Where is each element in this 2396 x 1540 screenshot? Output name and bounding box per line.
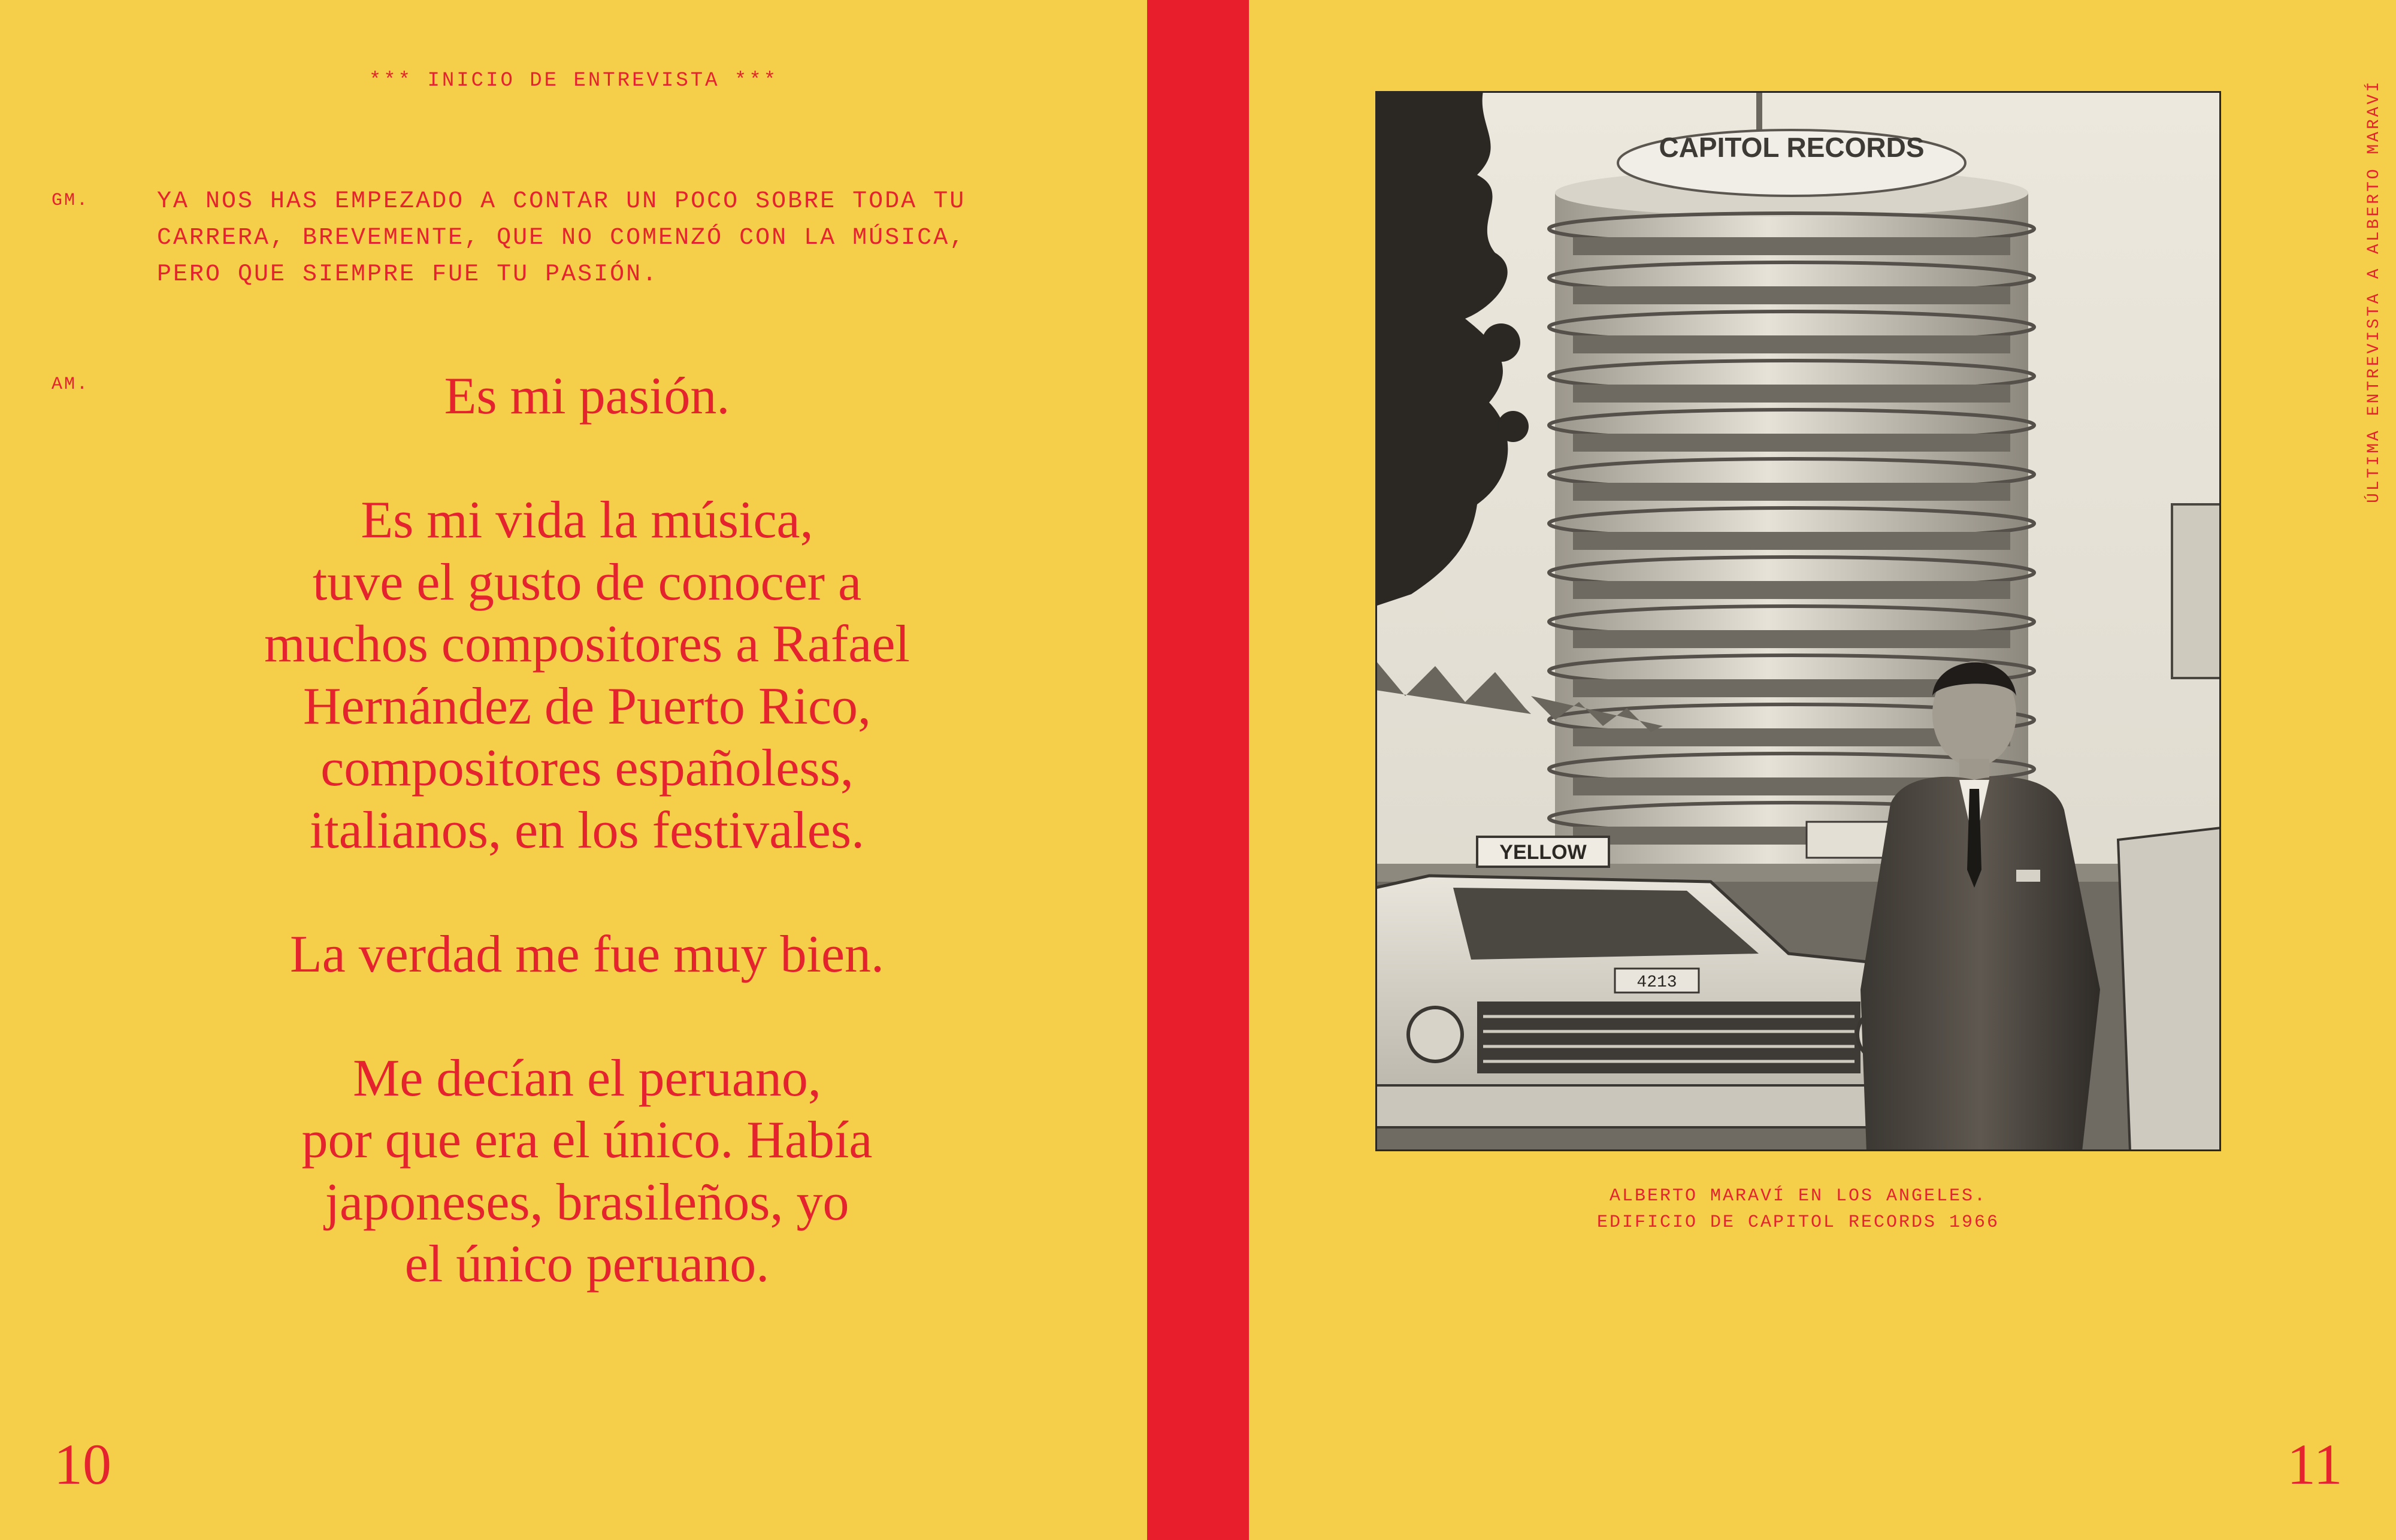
answer-line: japoneses, brasileños, yo (325, 1173, 849, 1232)
answer-line: compositores españoless, (320, 739, 854, 797)
archival-photo (1375, 91, 2221, 1151)
tower-window-row (1573, 532, 2010, 550)
answer-line: tuve el gusto de conocer a (312, 553, 862, 612)
caption-line: ALBERTO MARAVÍ EN LOS ANGELES. (1609, 1186, 1987, 1206)
caption-line: EDIFICIO DE CAPITOL RECORDS 1966 (1596, 1212, 2000, 1233)
question-line: PERO QUE SIEMPRE FUE TU PASIÓN. (157, 261, 659, 288)
question-line: YA NOS HAS EMPEZADO A CONTAR UN POCO SOBRE TODA TU (157, 188, 966, 215)
left-page (0, 0, 1147, 1540)
answer-paragraph (156, 1048, 1018, 1296)
tower-window-row (1573, 630, 2010, 648)
answer-line: muchos compositores a Rafael (264, 615, 910, 673)
photo-caption (1375, 1183, 2221, 1236)
tower-window-row (1573, 581, 2010, 599)
taxi-number: 4213 (1636, 973, 1677, 992)
interview-question (157, 183, 1008, 293)
answer-line: el único peruano. (404, 1235, 770, 1293)
speaker-label-am: AM. (52, 374, 90, 395)
answer-line: Es mi vida la música, (361, 491, 813, 549)
tower-window-row (1573, 483, 2010, 501)
tower-window-row (1573, 385, 2010, 403)
tower-window-row (1573, 434, 2010, 452)
answer-paragraph (156, 489, 1018, 861)
answer-line: Hernández de Puerto Rico, (302, 677, 872, 736)
tower-window-row (1573, 286, 2010, 304)
answer-line: por que era el único. Había (301, 1111, 873, 1169)
question-line: CARRERA, BREVEMENTE, QUE NO COMENZÓ CON LA MÚSICA, (157, 225, 966, 252)
interview-start-marker: *** INICIO DE ENTREVISTA *** (368, 69, 779, 92)
tower-window-row (1573, 237, 2010, 255)
running-head-vertical: ÚLTIMA ENTREVISTA A ALBERTO MARAVÍ (2365, 79, 2383, 503)
building-sign: CAPITOL RECORDS (1659, 132, 1925, 163)
answer-paragraph (156, 924, 1018, 986)
speaker-label-gm: GM. (52, 190, 90, 211)
answer-line: La verdad me fue muy bien. (289, 925, 885, 984)
answer-line: italianos, en los festivales. (309, 801, 865, 860)
tower-window-row (1573, 335, 2010, 353)
capitol-records-photo-illustration (1375, 91, 2221, 1151)
answer-line: Es mi pasión. (444, 367, 730, 425)
page-number-left: 10 (54, 1432, 111, 1496)
answer-line: Me decían el peruano, (353, 1049, 821, 1108)
taxi-roof-sign: YELLOW (1499, 841, 1587, 864)
answer-paragraph (156, 365, 1018, 428)
red-spine-band (1147, 0, 1249, 1540)
interview-answer (156, 365, 1018, 1296)
page-number-right: 11 (2287, 1432, 2343, 1496)
